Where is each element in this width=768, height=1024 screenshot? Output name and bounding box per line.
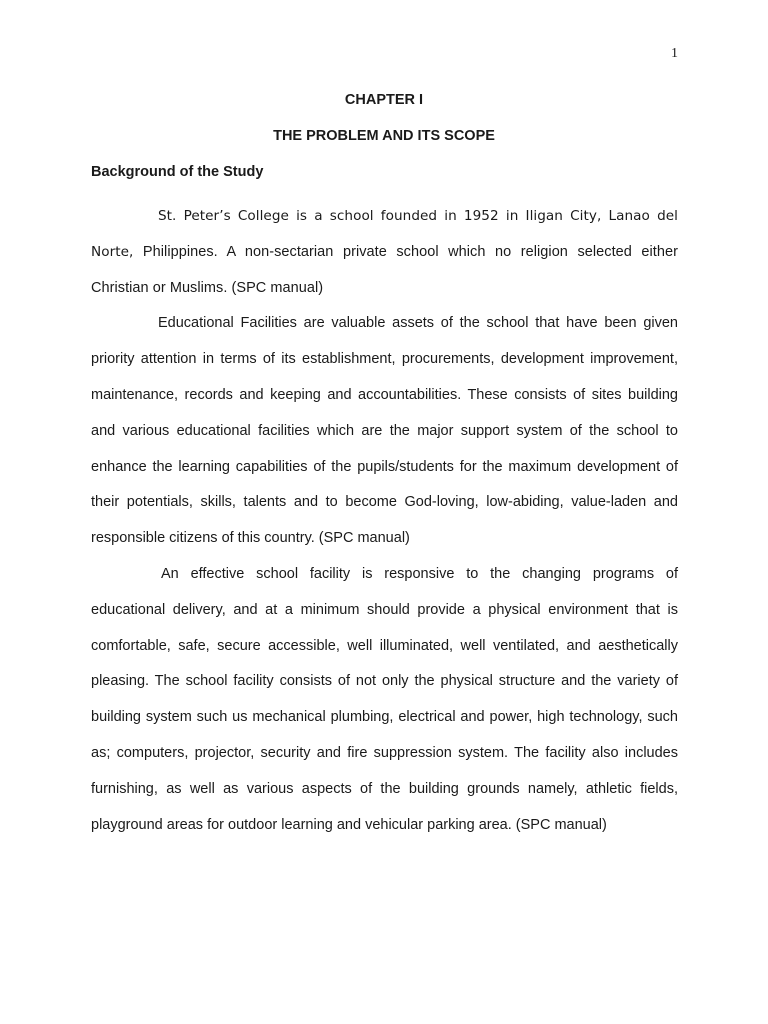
chapter-title: THE PROBLEM AND ITS SCOPE xyxy=(273,128,495,144)
section-heading: Background of the Study xyxy=(91,164,264,180)
paragraph-1-tail: Philippines. A non-sectarian private school which no religion selected either Christian or Muslims. (SPC manual) xyxy=(91,243,678,296)
paragraph-1-lead: St. Peter’s College is a school founded in 1952 in Iligan City, Lanao del Norte, xyxy=(91,208,678,260)
page-number: 1 xyxy=(671,46,678,61)
paragraph-3: An effective school facility is responsive to the changing programs of educational delivery, and at a minimum should provide a physical environment that is comfortable, safe, secure accessible, well illuminated, well ventilated, and aesthetically pleasing. The school facility consists of not only the physical structure and the variety of building system such us mechanical plumbing, electrical and power, high technology, such as; computers, projector, security and fire suppression system. The facility also includes furnishing, as well as various aspects of the building grounds namely, athletic fields, playground areas for outdoor learning and vehicular parking area. (SPC manual) xyxy=(91,565,678,833)
body-text xyxy=(91,199,678,843)
paragraph-2: Educational Facilities are valuable assets of the school that have been given priority attention in terms of its establishment, procurements, development improvement, maintenance, records and keeping and accountabilities. These consists of sites building and various educational facilities which are the major support system of the school to enhance the learning capabilities of the pupils/students for the maximum development of their potentials, skills, talents and to become God-loving, low-abiding, value-laden and responsible citizens of this country. (SPC manual) xyxy=(91,315,678,547)
paragraph-1 xyxy=(91,199,678,306)
chapter-heading: CHAPTER I xyxy=(344,92,424,108)
